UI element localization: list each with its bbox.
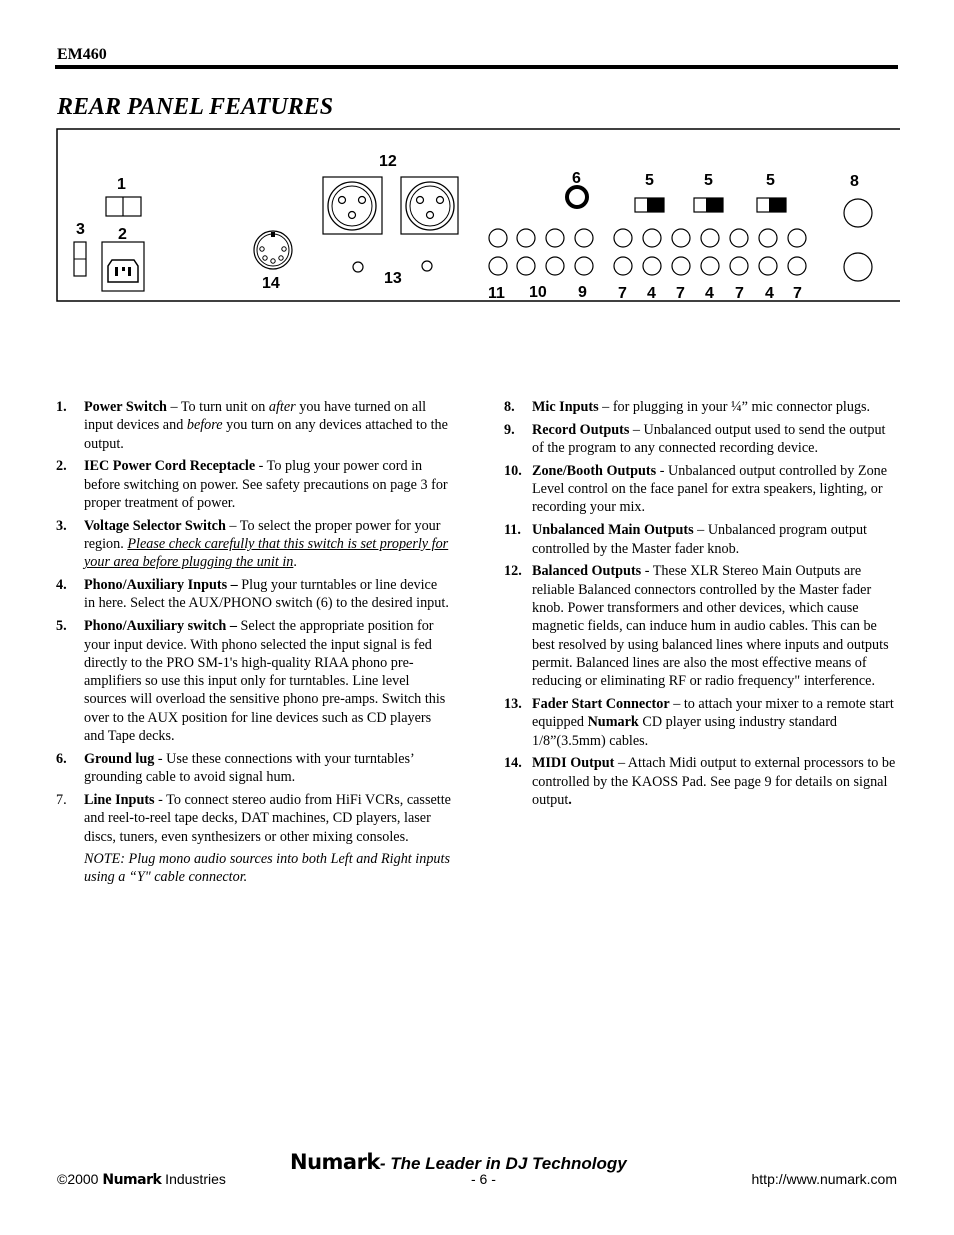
- label-2: 2: [118, 226, 127, 243]
- feature-item: 4. Phono/Auxiliary Inputs – Plug your turntables or line device in here. Select the AUX/PHONO switch (6) to the desired input.: [56, 577, 449, 612]
- label-11: 11: [488, 285, 505, 302]
- rca-jack: [489, 257, 507, 275]
- rca-jack: [546, 257, 564, 275]
- phono-aux-switch: [635, 198, 664, 212]
- label-6: 6: [572, 170, 581, 187]
- copyright: ©2000 Numark Industries: [57, 1171, 226, 1188]
- panel-outline: [57, 129, 900, 301]
- feature-list-left: [56, 398, 451, 891]
- feature-item: 8. Mic Inputs – for plugging in your ¼” mic connector plugs.: [504, 399, 871, 415]
- feature-item: 2. IEC Power Cord Receptacle - To plug your power cord in before switching on power. See safety precautions on page 3 for proper treatment of power.: [56, 458, 448, 511]
- rca-jack: [517, 229, 535, 247]
- model-name: EM460: [57, 46, 107, 63]
- feature-item: 13. Fader Start Connector – to attach your mixer to a remote start equipped Numark CD player using industry standard 1/8”(3.5mm) cables.: [504, 695, 894, 749]
- label-10: 10: [529, 284, 547, 301]
- rca-jack: [672, 257, 690, 275]
- label-5a: 5: [645, 172, 654, 189]
- rear-panel-diagram: [55, 127, 900, 304]
- mic-input: [844, 253, 872, 281]
- numark-logo-small: Numark: [102, 1172, 162, 1188]
- feature-item: 6. Ground lug - Use these connections with your turntables’ grounding cable to avoid signal hum.: [56, 750, 414, 786]
- rca-jack: [759, 229, 777, 247]
- xlr-left: [323, 177, 382, 234]
- feature-item: 9. Record Outputs – Unbalanced output used to send the output of the program to any connected recording device.: [504, 421, 886, 457]
- feature-item: 7. Line Inputs - To connect stereo audio from HiFi VCRs, cassette and reel-to-reel tape decks, DAT machines, CD players, laser discs, tuners, even synthesizers or other mixing consoles. NOTE: Plug mono audio sources into both Left and Right inputs using a “Y" cable connector.: [56, 791, 451, 886]
- label-4: 4: [647, 285, 656, 302]
- rca-jack: [701, 229, 719, 247]
- label-3: 3: [76, 221, 85, 238]
- label-7: 7: [735, 285, 744, 302]
- feature-item: 14. MIDI Output – Attach Midi output to external processors to be controlled by the KAOSS Pad. See page 9 for details on signal output.: [504, 755, 896, 808]
- label-5b: 5: [704, 172, 713, 189]
- rca-jack: [517, 257, 535, 275]
- rca-jack: [643, 229, 661, 247]
- mic-input: [844, 199, 872, 227]
- label-7: 7: [676, 285, 685, 302]
- phono-aux-switch: [757, 198, 786, 212]
- fader-start-jack: [353, 262, 363, 272]
- website-url: http://www.numark.com: [751, 1171, 897, 1187]
- rca-jack: [546, 229, 564, 247]
- page-number: - 6 -: [471, 1171, 496, 1187]
- rca-jack: [701, 257, 719, 275]
- label-7: 7: [793, 285, 802, 302]
- feature-item: 3. Voltage Selector Switch – To select the proper power for your region. Please check carefully that this switch is set properly for your area before plugging the unit in.: [56, 517, 449, 571]
- feature-item: 5. Phono/Auxiliary switch – Select the appropriate position for your input device. With phono selected the input signal is fed directly to the PRO SM-1's high-quality RIAA phono pre-amplifiers so use this input only for turntables. Line level sources will overload the sensitive phono pre-amps. Switch this over to the AUX position for line devices such as CD players and Tape decks.: [56, 618, 446, 745]
- rca-jacks: [489, 229, 806, 275]
- label-7: 7: [618, 285, 627, 302]
- label-9: 9: [578, 284, 587, 301]
- rca-jack: [575, 229, 593, 247]
- label-1: 1: [117, 176, 126, 193]
- ground-lug: [567, 187, 587, 207]
- numark-logo: Numark: [290, 1150, 380, 1174]
- fader-start-jack: [422, 261, 432, 271]
- rca-jack: [575, 257, 593, 275]
- footer-tagline: Numark- The Leader in DJ Technology: [290, 1150, 627, 1174]
- note: NOTE: Plug mono audio sources into both Left and Right inputs using a “Y" cable connector.: [84, 850, 450, 886]
- rca-jack: [759, 257, 777, 275]
- label-14: 14: [262, 275, 280, 292]
- feature-item: 1. Power Switch – To turn unit on after you have turned on all input devices and before you turn on any devices attached to the output.: [56, 399, 448, 452]
- feature-item: 11. Unbalanced Main Outputs – Unbalanced program output controlled by the Master fader knob.: [504, 522, 867, 557]
- rca-jack: [788, 257, 806, 275]
- label-13: 13: [384, 270, 402, 287]
- rca-jack: [730, 229, 748, 247]
- feature-item: 10. Zone/Booth Outputs - Unbalanced output controlled by Zone Level control on the face panel for extra speakers, lighting, or recording your mix.: [504, 462, 888, 516]
- rca-jack: [730, 257, 748, 275]
- label-4: 4: [705, 285, 714, 302]
- label-5c: 5: [766, 172, 775, 189]
- label-4: 4: [765, 285, 774, 302]
- rca-jack: [672, 229, 690, 247]
- phono-aux-switch: [694, 198, 723, 212]
- header-rule: [55, 65, 898, 69]
- feature-list-right: [504, 398, 898, 814]
- rca-jack: [788, 229, 806, 247]
- midi-connector: [254, 231, 292, 269]
- xlr-right: [401, 177, 458, 234]
- feature-item: 12. Balanced Outputs - These XLR Stereo Main Outputs are reliable Balanced connectors controlled by the Master fader knob. Power transformers and other devices, which cause magnetic fields, can induce hum in audio cables. This can be best resolved by using balanced lines where inputs and outputs permit. Balanced lines are also the most effective means of reducing or eliminating RF or radio frequency" interference.: [504, 563, 889, 690]
- label-8: 8: [850, 173, 859, 190]
- rca-jack: [489, 229, 507, 247]
- rca-jack: [614, 229, 632, 247]
- section-title: REAR PANEL FEATURES: [57, 94, 334, 120]
- label-12: 12: [379, 153, 397, 170]
- rca-jack: [643, 257, 661, 275]
- rca-jack: [614, 257, 632, 275]
